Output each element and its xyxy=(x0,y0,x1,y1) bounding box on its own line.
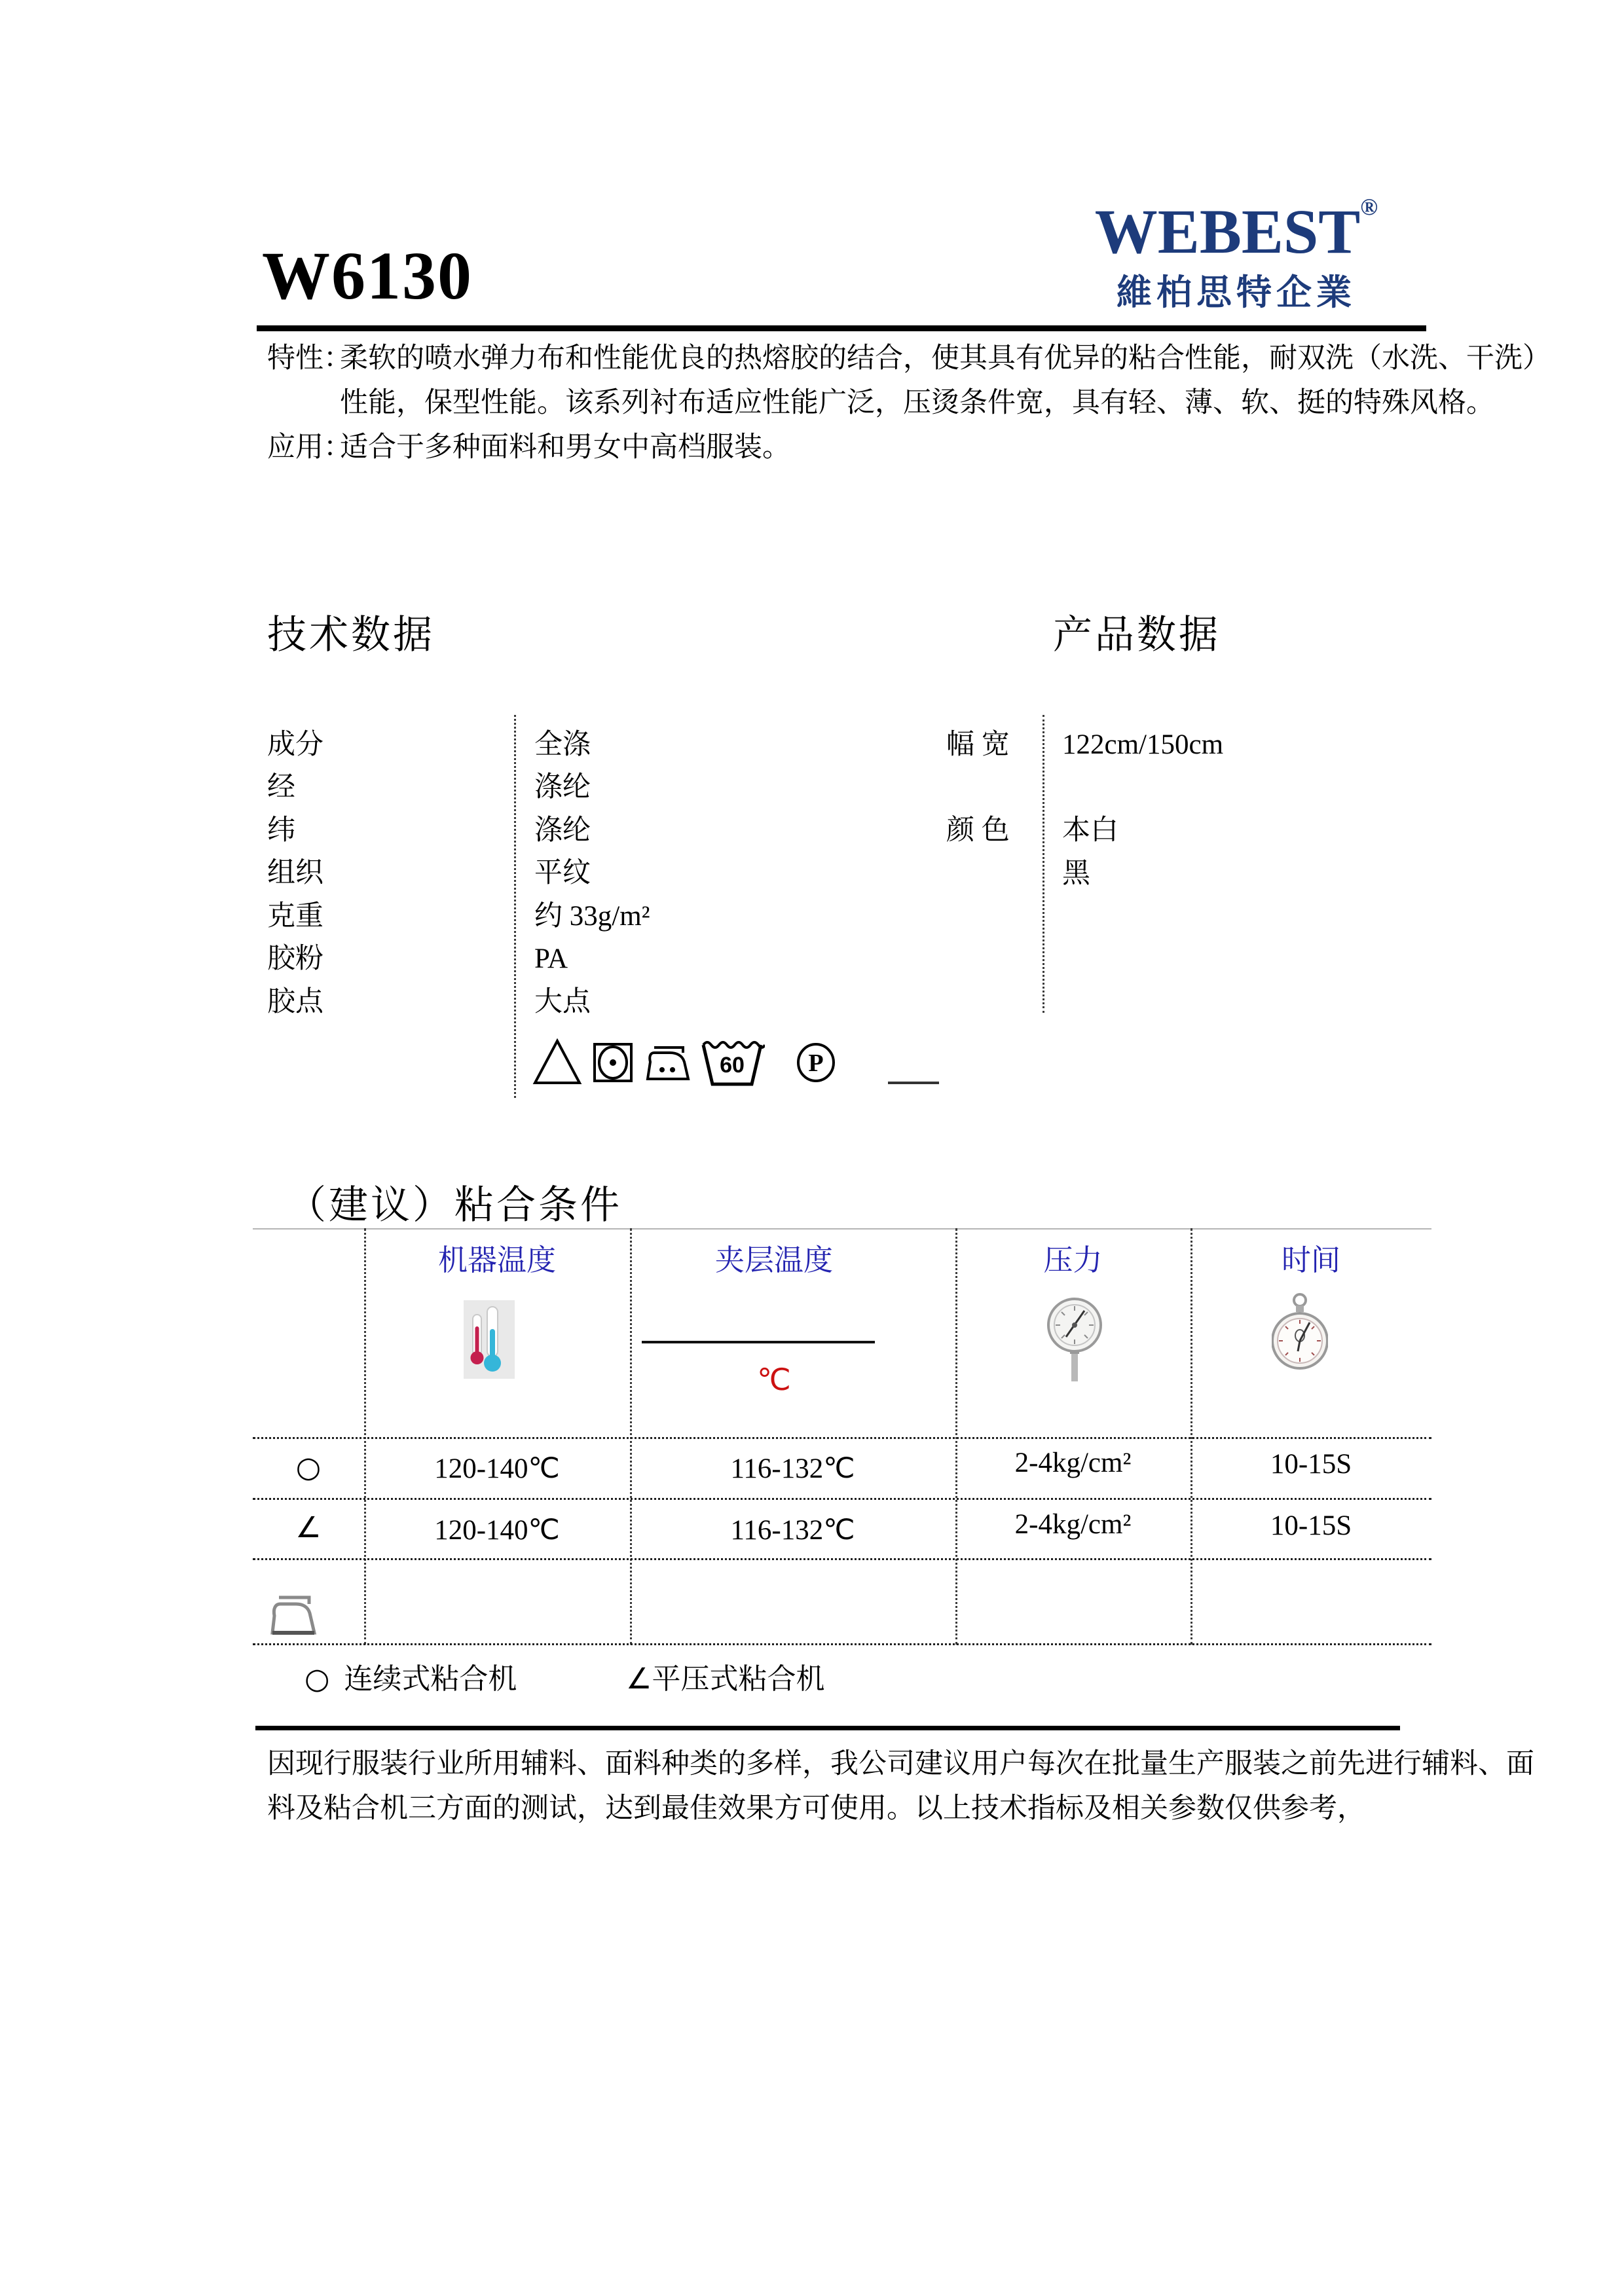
tech-row-label: 胶粉 xyxy=(267,943,323,974)
time-value: 10-15S xyxy=(1270,1510,1352,1541)
legend-angle-symbol: ∠ xyxy=(626,1662,652,1696)
dry-clean-p-icon xyxy=(796,1042,836,1083)
column-header-machine-temp: 机器温度 xyxy=(437,1244,556,1277)
bonding-table-row-line xyxy=(253,1498,1431,1500)
tech-row-label: 克重 xyxy=(267,901,323,932)
machine-temp-value: 120-140℃ xyxy=(434,1515,560,1546)
machine-temp-value: 120-140℃ xyxy=(434,1453,560,1484)
celsius-label: ℃ xyxy=(757,1362,791,1397)
registered-mark: ® xyxy=(1360,194,1378,220)
logo-brand-name: WEBEST xyxy=(1094,196,1361,266)
tech-row-value: PA xyxy=(534,943,568,974)
bonding-table-column-line xyxy=(955,1228,957,1645)
pressure-value: 2-4kg/cm² xyxy=(1014,1509,1132,1540)
thermometer-icon xyxy=(464,1300,515,1379)
product-row-value: 本白 xyxy=(1062,815,1118,846)
bonding-conditions-title: （建议）粘合条件 xyxy=(287,1184,622,1227)
bonding-table-top-border xyxy=(253,1228,1431,1230)
pressure-gauge-icon xyxy=(1046,1296,1103,1389)
page-title: W6130 xyxy=(262,238,473,314)
header-divider xyxy=(257,325,1426,331)
legend-continuous-label: 连续式粘合机 xyxy=(344,1663,517,1695)
footer-divider xyxy=(255,1726,1400,1730)
legend-continuous xyxy=(304,1655,517,1697)
footer-note-line2: 料及粘合机三方面的测试，达到最佳效果方可使用。以上技术指标及相关参数仅供参考， xyxy=(267,1793,1365,1824)
tech-row-label: 成分 xyxy=(267,729,323,760)
bonding-table-column-line xyxy=(364,1228,366,1645)
tech-row-label: 纬 xyxy=(267,815,295,846)
row-symbol-continuous: ○ xyxy=(295,1451,322,1484)
application-text: 适合于多种面料和男女中高档服装。 xyxy=(340,432,790,463)
underscore-icon xyxy=(888,1082,939,1084)
features-line2: 性能，保型性能。该系列衬布适应性能广泛，压烫条件宽，具有轻、薄、软、挺的特殊风格。 xyxy=(340,388,1494,418)
logo-company-name: 維柏思特企業 xyxy=(1116,273,1356,312)
column-header-time: 时间 xyxy=(1281,1244,1340,1277)
row-symbol-flat-press: ∠ xyxy=(295,1511,322,1544)
pressure-value: 2-4kg/cm² xyxy=(1014,1448,1132,1478)
tech-row-value: 大点 xyxy=(534,987,591,1017)
footer-note-line1: 因现行服装行业所用辅料、面料种类的多样，我公司建议用户每次在批量生产服装之前先进行辅料、面 xyxy=(267,1749,1534,1779)
product-table-separator xyxy=(1043,715,1044,1013)
glue-line-temp-value: 116-132℃ xyxy=(730,1515,855,1546)
glue-line-temp-icon xyxy=(642,1341,875,1343)
tech-row-value: 平纹 xyxy=(534,858,591,888)
tech-row-value: 涤纶 xyxy=(534,772,591,803)
column-header-glue-line-temp: 夹层温度 xyxy=(714,1244,833,1277)
legend-flat-press xyxy=(626,1655,824,1697)
features-line1: 柔软的喷水弹力布和性能优良的热熔胶的结合，使其具有优异的粘合性能，耐双洗（水洗、干洗） xyxy=(340,343,1551,374)
iron-icon xyxy=(268,1590,320,1638)
company-logo xyxy=(1092,195,1380,315)
product-data-title: 产品数据 xyxy=(1053,613,1221,657)
time-value: 10-15S xyxy=(1270,1449,1352,1480)
iron-two-dots-icon xyxy=(645,1045,691,1083)
product-row-label: 幅 宽 xyxy=(946,729,1010,760)
bonding-table-column-line xyxy=(1190,1228,1192,1645)
tech-row-label: 组织 xyxy=(267,858,323,888)
tech-row-label: 胶点 xyxy=(267,987,323,1017)
stopwatch-icon xyxy=(1272,1291,1328,1374)
tech-row-value: 涤纶 xyxy=(534,815,591,846)
bleach-triangle-icon xyxy=(532,1038,582,1085)
technical-data-title: 技术数据 xyxy=(267,613,435,657)
bonding-table-row-line xyxy=(253,1558,1431,1560)
application-label: 应用： xyxy=(267,432,352,463)
product-row-value: 122cm/150cm xyxy=(1062,729,1224,760)
product-row-label: 颜 色 xyxy=(946,815,1010,846)
tech-row-label: 经 xyxy=(267,772,295,803)
column-header-pressure: 压力 xyxy=(1043,1244,1103,1277)
wash-60-icon xyxy=(699,1038,765,1088)
logo-brand-text xyxy=(1092,194,1380,266)
wash-temp-label: 60 xyxy=(720,1053,745,1078)
glue-line-temp-value: 116-132℃ xyxy=(730,1453,855,1484)
tech-row-value: 约 33g/m² xyxy=(534,901,650,932)
product-row-value: 黑 xyxy=(1062,858,1090,889)
bonding-table-bottom-line xyxy=(253,1643,1431,1645)
bonding-table-row-line xyxy=(253,1437,1431,1439)
dry-clean-letter: P xyxy=(808,1049,824,1077)
legend-circle-symbol: ○ xyxy=(304,1662,330,1696)
bonding-table-column-line xyxy=(630,1228,632,1645)
features-label: 特性： xyxy=(267,343,352,374)
legend-flat-press-label: 平压式粘合机 xyxy=(652,1663,825,1695)
technical-table-separator xyxy=(514,715,516,1098)
tech-row-value: 全涤 xyxy=(534,729,591,760)
tumble-dry-icon xyxy=(593,1042,633,1083)
